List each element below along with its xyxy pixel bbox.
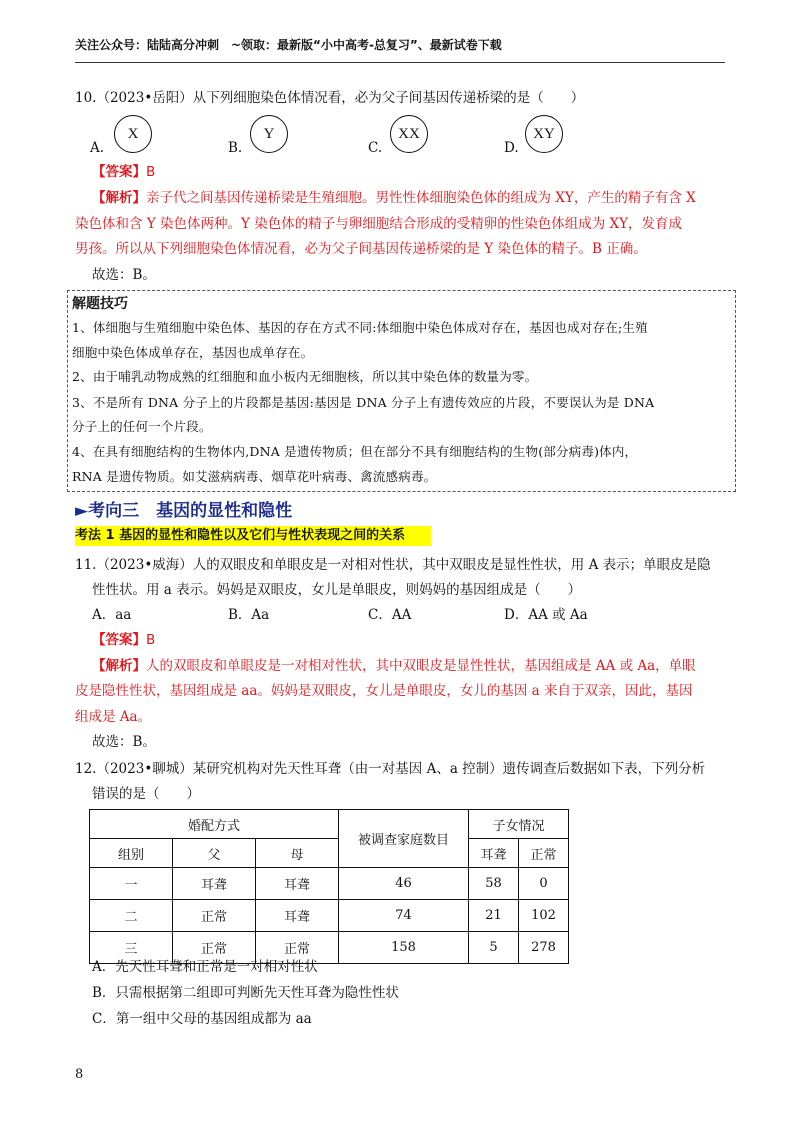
q10-option-c-letter: C. <box>368 140 383 156</box>
table-cell: 耳聋 <box>173 868 256 900</box>
q10-option-b-letter: B. <box>228 140 243 156</box>
q11-conclusion: 故选：B。 <box>92 734 156 750</box>
q10-analysis-line-1: 【解析】亲子代之间基因传递桥梁是生殖细胞。男性性体细胞染色体的组成为 XY，产生的精子有含 X <box>92 190 696 206</box>
q12-option-b: B．只需根据第二组即可判断先天性耳聋为隐性性状 <box>92 985 399 1001</box>
table-cell: 正常 <box>173 900 256 932</box>
q10-option-a-circle <box>114 115 152 153</box>
tips-line-5: 分子上的任何一个片段。 <box>72 419 212 434</box>
q11-option-c: C．AA <box>368 607 412 623</box>
q10-conclusion: 故选：B。 <box>92 267 156 283</box>
table-cell: 正常 <box>173 932 256 964</box>
table-cell: 三 <box>90 932 173 964</box>
q12-option-c: C．第一组中父母的基因组成都为 aa <box>92 1011 312 1027</box>
table-cell: 耳聋 <box>256 868 339 900</box>
table-header-normal: 正常 <box>519 839 569 868</box>
q11-stem-line-2: 性性状。用 a 表示。妈妈是双眼皮，女儿是单眼皮，则妈妈的基因组成是（ ） <box>92 582 582 598</box>
tips-line-4: 3、不是所有 DNA 分子上的片段都是基因:基因是 DNA 分子上有遗传效应的片段，不要误认为是 DNA <box>72 395 655 410</box>
table-cell: 278 <box>519 932 569 964</box>
q11-option-b: B．Aa <box>228 607 270 623</box>
table-header-group: 组别 <box>90 839 173 868</box>
header-divider <box>75 62 725 63</box>
section-title: 考向三 基因的显性和隐性 <box>88 501 293 521</box>
table-cell: 5 <box>469 932 519 964</box>
q10-option-c-circle <box>390 115 428 153</box>
page-header: 关注公众号：陆陆高分冲刺 ~领取：最新版“小中高考-总复习”、最新试卷下载 <box>75 38 502 52</box>
q10-option-a-letter: A. <box>90 140 105 156</box>
table-cell: 二 <box>90 900 173 932</box>
survey-table <box>89 809 569 964</box>
table-cell: 0 <box>519 868 569 900</box>
q10-analysis-line-3: 男孩。所以从下列细胞染色体情况看，必为父子间基因传递桥梁的是 Y 染色体的精子。B 正确。 <box>75 241 647 257</box>
q11-stem-line-1: 11.（2023•威海）人的双眼皮和单眼皮是一对相对性状，其中双眼皮是显性性状，用 A 表示；单眼皮是隐 <box>75 557 711 573</box>
table-cell: 46 <box>339 868 469 900</box>
table-cell: 58 <box>469 868 519 900</box>
q12-stem-line-1: 12.（2023•聊城）某研究机构对先天性耳聋（由一对基因 A、a 控制）遗传调查后数据如下表，下列分析 <box>75 761 706 777</box>
table-header-father: 父 <box>173 839 256 868</box>
q12-option-a: A．先天性耳聋和正常是一对相对性状 <box>92 959 318 975</box>
table-cell: 21 <box>469 900 519 932</box>
q11-option-d: D．AA 或 Aa <box>504 607 588 623</box>
q12-stem-line-2: 错误的是（ ） <box>92 786 200 802</box>
tips-line-2: 细胞中染色体成单存在，基因也成单存在。 <box>72 345 314 360</box>
q11-answer: 【答案】B <box>92 632 156 648</box>
q10-option-a-content: X <box>127 125 139 142</box>
tips-line-6: 4、在具有细胞结构的生物体内,DNA 是遗传物质；但在部分不具有细胞结构的生物(部分病毒)体内， <box>72 444 638 459</box>
table-cell: 158 <box>339 932 469 964</box>
table-header-mother: 母 <box>256 839 339 868</box>
q10-analysis-line-2: 染色体和含 Y 染色体两种。Y 染色体的精子与卵细胞结合形成的受精卵的性染色体组成为 XY，发育成 <box>75 216 683 232</box>
q11-analysis-line-3: 组成是 Aa。 <box>75 709 152 725</box>
table-cell: 一 <box>90 868 173 900</box>
q10-option-d-content: XY <box>533 125 555 142</box>
table-header-children: 子女情况 <box>469 810 569 839</box>
q11-option-a: A．aa <box>92 607 132 623</box>
table-row <box>90 900 569 932</box>
section-heading <box>75 496 292 521</box>
page-number: 8 <box>75 1067 84 1082</box>
tips-line-3: 2、由于哺乳动物成熟的红细胞和血小板内无细胞核，所以其中染色体的数量为零。 <box>72 369 538 384</box>
table-row <box>90 868 569 900</box>
table-cell: 正常 <box>256 932 339 964</box>
q10-option-b-circle <box>250 115 288 153</box>
tips-line-7: RNA 是遗传物质。如艾滋病病毒、烟草花叶病毒、禽流感病毒。 <box>72 469 437 484</box>
q10-option-c-content: XX <box>398 125 420 142</box>
table-header-deaf: 耳聋 <box>469 839 519 868</box>
kaodian-heading: 考法 1 基因的显性和隐性以及它们与性状表现之间的关系 <box>75 526 431 546</box>
table-cell: 74 <box>339 900 469 932</box>
table-header-marriage: 婚配方式 <box>90 810 339 839</box>
q11-analysis-line-1: 【解析】人的双眼皮和单眼皮是一对相对性状，其中双眼皮是显性性状，基因组成是 AA 或 Aa，单眼 <box>92 658 696 674</box>
section-marker: ► <box>75 501 89 521</box>
table-header-families: 被调查家庭数目 <box>339 810 469 868</box>
table-cell: 102 <box>519 900 569 932</box>
q10-answer: 【答案】B <box>92 164 156 180</box>
table-cell: 耳聋 <box>256 900 339 932</box>
q10-option-b-content: Y <box>263 125 275 142</box>
q10-option-d-letter: D. <box>504 140 519 156</box>
q10-option-d-circle <box>525 115 563 153</box>
q10-stem: 10.（2023•岳阳）从下列细胞染色体情况看，必为父子间基因传递桥梁的是（ ） <box>75 90 585 106</box>
tips-line-1: 1、体细胞与生殖细胞中染色体、基因的存在方式不同:体细胞中染色体成对存在，基因也成对存在;生殖 <box>72 320 648 335</box>
tips-title: 解题技巧 <box>72 296 128 312</box>
q11-analysis-line-2: 皮是隐性性状，基因组成是 aa。妈妈是双眼皮，女儿是单眼皮，女儿的基因 a 来自于双亲，因此，基因 <box>75 683 693 699</box>
